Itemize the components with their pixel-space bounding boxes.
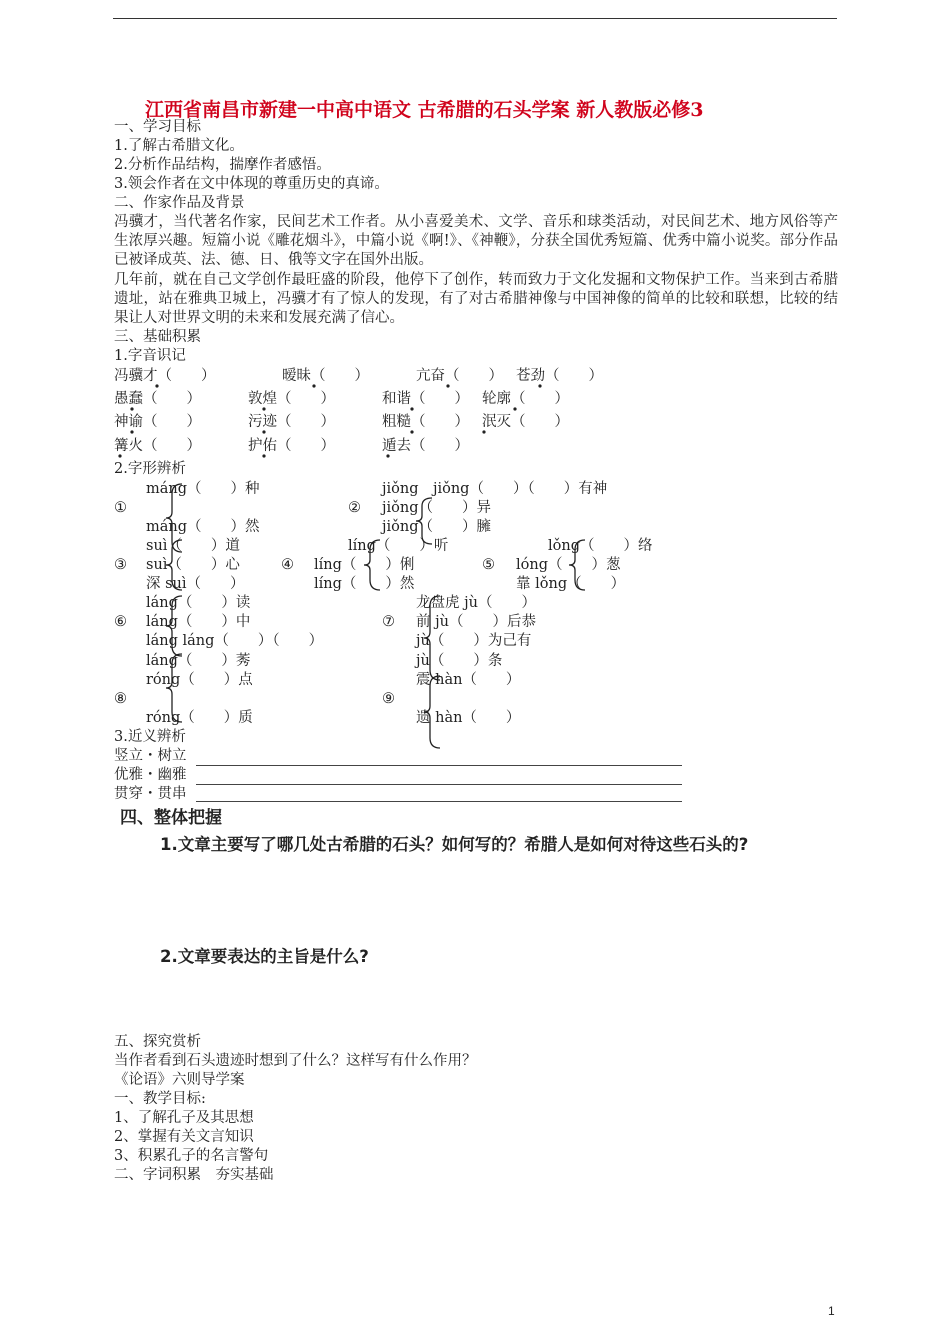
teaching-goals-heading: 一、教学目标: <box>114 1091 206 1107</box>
zixing-item: jiǒng（ ）臃 <box>382 519 491 535</box>
document-title: 江西省南昌市新建一中高中语文 古希腊的石头学案 新人教版必修3 <box>145 99 704 121</box>
zixing-item: lóng（ ）葱 <box>516 557 621 573</box>
zixing-item: 深 suì（ ） <box>146 576 245 592</box>
pinyin-item: 遁去（ ） <box>382 438 469 454</box>
zixing-number: ② <box>348 500 361 516</box>
page-number: 1 <box>828 1304 835 1318</box>
zixing-item: máng（ ）然 <box>146 519 260 535</box>
pinyin-item: 粗糙（ ） <box>382 414 469 430</box>
synonym-heading: 3.近义辨析 <box>114 729 186 745</box>
zixing-item: líng（ ）俐 <box>314 557 415 573</box>
pinyin-item: 轮廓（ ） <box>482 391 569 407</box>
synonym-pair: 优雅・幽雅 <box>114 767 187 783</box>
zixing-number: ① <box>114 500 127 516</box>
objective-1: 1.了解古希腊文化。 <box>114 138 244 154</box>
pinyin-item: 泯灭（ ） <box>482 414 569 430</box>
section-3-heading: 三、基础积累 <box>114 329 201 345</box>
author-bio-paragraph: 冯骥才，当代著名作家，民间艺术工作者。从小喜爱美术、文学、音乐和球类活动，对民间艺术、地方风俗等产生浓厚兴趣。短篇小说《雕花烟斗》，中篇小说《啊!》、《神鞭》，分获全国优秀短篇、优秀中篇小说奖。部分作品已被译成英、法、德、日、俄等文字在国外出版。 <box>114 214 838 268</box>
inquiry-question: 当作者看到石头遗迹时想到了什么？这样写有什么作用？ <box>114 1053 477 1069</box>
objective-2: 2.分析作品结构，揣摩作者感悟。 <box>114 157 331 173</box>
teaching-goal: 1、了解孔子及其思想 <box>114 1110 254 1126</box>
zixing-item: suì（ ）心 <box>146 557 240 573</box>
synonym-pair: 贯穿・贯串 <box>114 786 187 802</box>
objective-3: 3.领会作者在文中体现的尊重历史的真谛。 <box>114 176 389 192</box>
pinyin-item: 篝火（ ） <box>114 438 201 454</box>
question-2: 2.文章要表达的主旨是什么? <box>160 947 369 966</box>
pinyin-item: 冯骥才（ ） <box>114 368 216 384</box>
answer-line <box>196 784 682 785</box>
lunyu-title: 《论语》六则导学案 <box>114 1072 245 1088</box>
pinyin-item: 和谐（ ） <box>382 391 469 407</box>
zixing-item: láng（ ）中 <box>146 614 251 630</box>
zixing-number: ③ <box>114 557 127 573</box>
synonym-pair: 竖立・树立 <box>114 748 187 764</box>
zixing-number: ④ <box>281 557 294 573</box>
section-4-heading: 四、整体把握 <box>120 808 222 828</box>
zixing-item: láng láng（ ）（ ） <box>146 633 324 649</box>
answer-line <box>196 801 682 802</box>
zixing-item: líng（ ）然 <box>314 576 415 592</box>
section-2-heading: 二、作家作品及背景 <box>114 195 245 211</box>
zixing-item: máng（ ）种 <box>146 481 260 497</box>
zixing-item: 靠 lǒng（ ） <box>516 576 626 592</box>
zixing-number: ⑦ <box>382 614 395 630</box>
zixing-item: 前 jù（ ）后恭 <box>416 614 536 630</box>
section-1-heading: 一、学习目标 <box>114 119 201 135</box>
pinyin-item: 亢奋（ ） <box>416 368 503 384</box>
background-paragraph: 几年前，就在自己文学创作最旺盛的阶段，他停下了创作，转而致力于文化发掘和文物保护工作。当来到古希腊遗址，站在雅典卫城上，冯骥才有了惊人的发现，有了对古希腊神像与中国神像的简单的比较和联想，比较的结果让人对世界文明的未来和发展充满了信心。 <box>114 272 838 326</box>
pinyin-item: 污迹（ ） <box>248 414 335 430</box>
pinyin-item: 敦煌（ ） <box>248 391 335 407</box>
pinyin-item: 苍劲（ ） <box>516 368 603 384</box>
vocab-heading: 二、字词积累 夯实基础 <box>114 1167 274 1183</box>
zixing-number: ⑨ <box>382 691 395 707</box>
question-1: 1.文章主要写了哪几处古希腊的石头？如何写的？希腊人是如何对待这些石头的? <box>160 835 749 854</box>
glyph-distinction-heading: 2.字形辨析 <box>114 461 186 477</box>
pinyin-item: 神谕（ ） <box>114 414 201 430</box>
zixing-item: lǒng（ ）络 <box>548 538 653 554</box>
section-5-heading: 五、探究赏析 <box>114 1034 201 1050</box>
teaching-goal: 3、积累孔子的名言警句 <box>114 1148 269 1164</box>
pinyin-item: 护佑（ ） <box>248 438 335 454</box>
zixing-number: ⑥ <box>114 614 127 630</box>
zixing-item: jù（ ）条 <box>416 653 503 669</box>
answer-line <box>196 765 682 766</box>
zixing-item: líng（ ）听 <box>348 538 449 554</box>
zixing-number: ⑧ <box>114 691 127 707</box>
zixing-item: róng（ ）点 <box>146 672 253 688</box>
zixing-item: jù（ ）为己有 <box>416 633 532 649</box>
zixing-item: 遗 hàn（ ） <box>416 710 521 726</box>
teaching-goal: 2、掌握有关文言知识 <box>114 1129 254 1145</box>
zixing-item: 震 hàn（ ） <box>416 672 521 688</box>
pinyin-item: 暧昧（ ） <box>282 368 369 384</box>
zixing-number: ⑤ <box>482 557 495 573</box>
pinyin-item: 愚蠢（ ） <box>114 391 201 407</box>
zixing-item: láng（ ）莠 <box>146 653 251 669</box>
zixing-item: jiǒng jiǒng（ ）（ ）有神 <box>382 481 608 497</box>
zixing-item: 龙盘虎 jù（ ） <box>416 595 536 611</box>
pronunciation-heading: 1.字音识记 <box>114 348 186 364</box>
zixing-item: láng（ ）读 <box>146 595 251 611</box>
zixing-item: róng（ ）质 <box>146 710 253 726</box>
zixing-item: jiǒng（ ）异 <box>382 500 491 516</box>
zixing-item: suì（ ）道 <box>146 538 240 554</box>
